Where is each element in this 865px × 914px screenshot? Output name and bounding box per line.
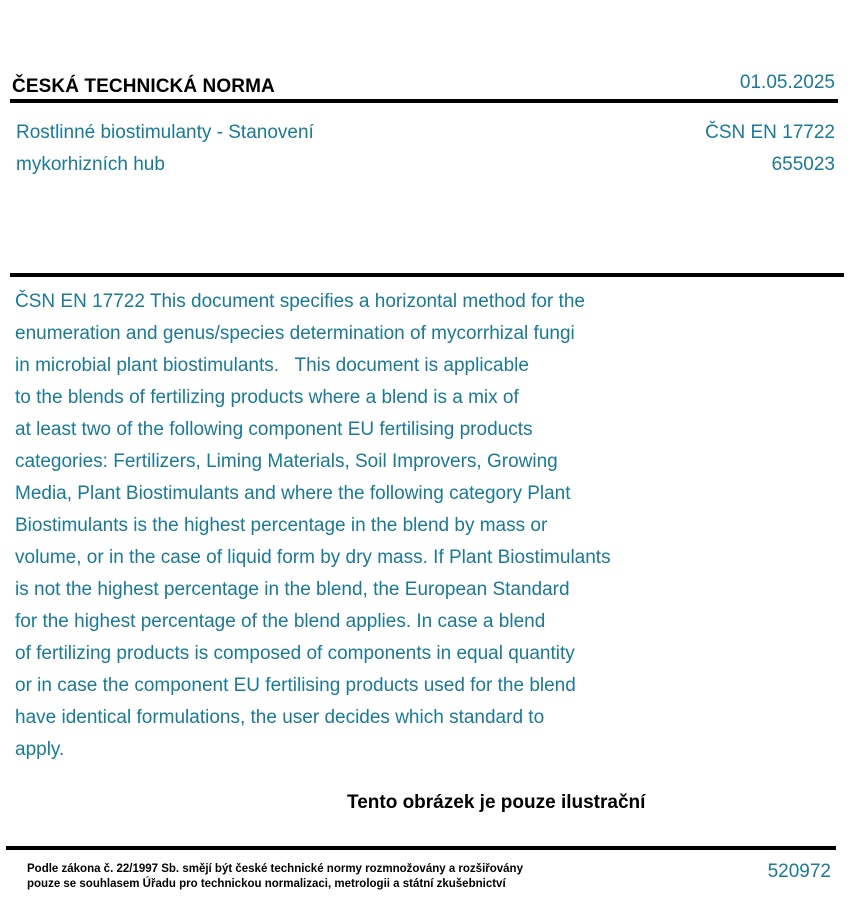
document-codes: [705, 117, 835, 181]
footer-number: 520972: [767, 861, 831, 882]
abstract-line: volume, or in the case of liquid form by dry mass. If Plant Biostimulants: [15, 547, 611, 568]
legal-line: Podle zákona č. 22/1997 Sb. smějí být české technické normy rozmnožovány a rozšiřovány: [27, 863, 523, 875]
standard-code: ČSN EN 17722: [705, 122, 835, 143]
abstract-line: have identical formulations, the user decides which standard to: [15, 707, 545, 728]
norm-label: ČESKÁ TECHNICKÁ NORMA: [12, 76, 275, 97]
abstract-line: is not the highest percentage in the blend, the European Standard: [15, 579, 570, 600]
class-number: 655023: [771, 154, 835, 175]
abstract-line: enumeration and genus/species determination of mycorrhizal fungi: [15, 323, 575, 344]
publication-date: 01.05.2025: [739, 72, 835, 93]
illustration-note: Tento obrázek je pouze ilustrační: [347, 792, 646, 813]
header-divider: [10, 99, 838, 103]
abstract-line: ČSN EN 17722 This document specifies a horizontal method for the: [15, 291, 585, 312]
abstract-text: [15, 286, 715, 766]
title-line: mykorhizních hub: [16, 154, 165, 175]
abstract-line: apply.: [15, 739, 65, 760]
abstract-line: Media, Plant Biostimulants and where the following category Plant: [15, 483, 571, 504]
abstract-line: categories: Fertilizers, Liming Materials, Soil Improvers, Growing: [15, 451, 558, 472]
legal-line: pouze se souhlasem Úřadu pro technickou normalizaci, metrologii a státní zkušebnictví: [27, 878, 506, 890]
legal-notice: [27, 862, 523, 892]
title-line: Rostlinné biostimulanty - Stanovení: [16, 122, 314, 143]
abstract-line: Biostimulants is the highest percentage in the blend by mass or: [15, 515, 548, 536]
abstract-line: or in case the component EU fertilising products used for the blend: [15, 675, 576, 696]
abstract-line: at least two of the following component EU fertilising products: [15, 419, 533, 440]
document-title: [16, 117, 436, 181]
abstract-line: in microbial plant biostimulants. This document is applicable: [15, 355, 529, 376]
abstract-line: for the highest percentage of the blend applies. In case a blend: [15, 611, 546, 632]
section-divider: [10, 273, 844, 277]
abstract-line: of fertilizing products is composed of components in equal quantity: [15, 643, 575, 664]
abstract-line: to the blends of fertilizing products where a blend is a mix of: [15, 387, 519, 408]
footer-divider: [6, 846, 836, 850]
